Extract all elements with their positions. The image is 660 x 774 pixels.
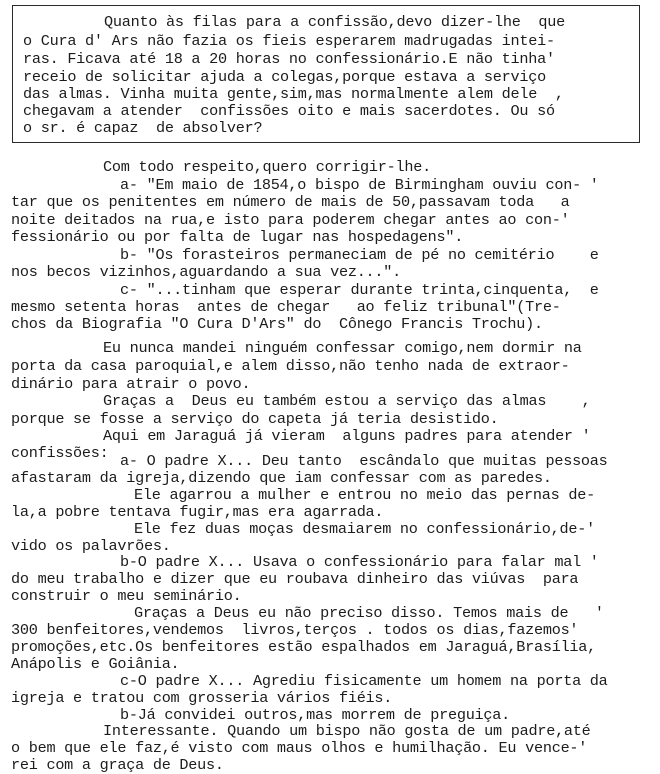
answer-line: Interessante. Quando um bispo não gosta de um padre,até	[103, 722, 591, 741]
answer-line: o bem que ele faz,é visto com maus olhos e humilhação. Eu vence-'	[11, 739, 588, 758]
answer-line: noite deitados na rua,e isto para poderem chegar antes ao con-'	[11, 211, 570, 229]
answer-line: b- "Os forasteiros permaneciam de pé no cemitério e	[120, 246, 599, 264]
answer-line: b-O padre X... Usava o confessionário para falar mal '	[120, 553, 599, 572]
question-line: ras. Ficava até 18 a 20 horas no confessionário.E não tinha'	[23, 50, 555, 68]
answer-line: igreja e tratou com grosseria vários fiéis.	[11, 688, 393, 707]
answer-line: construir o meu seminário.	[11, 587, 242, 606]
answer-line: b-Já convidei outros,mas morrem de preguiça.	[120, 705, 511, 724]
question-line: receio de solicitar ajuda a colegas,porque estava a serviço	[23, 68, 546, 86]
answer-line: Com todo respeito,quero corrigir-lhe.	[103, 158, 431, 176]
answer-line: vido os palavrões.	[11, 536, 171, 555]
answer-line: porque se fosse a serviço do capeta já teria desistido.	[11, 410, 499, 428]
answer-line: Anápolis e Goiânia.	[11, 654, 180, 673]
answer-line: Graças a Deus eu também estou a serviço das almas ,	[103, 392, 591, 410]
answer-line: a- O padre X... Deu tanto escândalo que muitas pessoas	[120, 452, 608, 470]
answer-line: confissões:	[11, 444, 109, 462]
answer-line: Eu nunca mandei ninguém confessar comigo,nem dormir na	[103, 339, 582, 357]
answer-line: c- "...tinham que esperar durante trinta,cinquenta, e	[120, 281, 599, 299]
answer-line: 300 benfeitores,vendemos livros,terços . todos os dias,fazemos'	[11, 621, 579, 639]
answer-line: tar que os penitentes em número de mais de 50,passavam toda a	[11, 193, 570, 211]
answer-line: promoções,etc.Os benfeitores estão espalhados em Jaraguá,Brasília,	[11, 637, 597, 656]
answer-line: c-O padre X... Agrediu fisicamente um homem na porta da	[120, 671, 608, 690]
answer-line: nos becos vizinhos,aguardando a sua vez...".	[11, 263, 402, 281]
question-line: o sr. é capaz de absolver?	[23, 119, 263, 137]
answer-line: Aqui em Jaraguá já vieram alguns padres para atender '	[103, 427, 591, 445]
answer-line: Graças a Deus eu não preciso disso. Temos mais de '	[134, 604, 604, 623]
answer-line: rei com a graça de Deus.	[11, 756, 224, 774]
answer-line: la,a pobre tentava fugir,mas era agarrada.	[11, 502, 384, 521]
answer-line: chos da Biografia "O Cura D'Ars" do Cônego Francis Trochu).	[11, 315, 543, 333]
answer-line: afastaram da igreja,dizendo que iam confessar com as paredes.	[11, 468, 552, 487]
question-line: das almas. Vinha muita gente,sim,mas normalmente alem dele ,	[23, 85, 564, 103]
answer-line: Ele fez duas moças desmaiarem no confessionário,de-'	[134, 519, 595, 538]
answer-line: a- "Em maio de 1854,o bispo de Birmingham ouviu con- '	[120, 176, 599, 194]
question-line: o Cura d' Ars não fazia os fieis esperarem madrugadas intei-	[23, 32, 555, 50]
answer-line: Ele agarrou a mulher e entrou no meio das pernas de-	[134, 485, 595, 504]
question-line: Quanto às filas para a confissão,devo dizer-lhe que	[104, 13, 565, 31]
answer-line: porta da casa paroquial,e alem disso,não tenho nada de extraor-	[11, 357, 570, 375]
answer-line: mesmo setenta horas antes de chegar ao feliz tribunal"(Tre-	[11, 298, 561, 316]
answer-line: do meu trabalho e dizer que eu roubava dinheiro das viúvas para	[11, 570, 579, 589]
answer-line: dinário para atrair o povo.	[11, 375, 251, 393]
answer-line: fessionário ou por falta de lugar nas hospedagens".	[11, 228, 464, 246]
question-line: chegavam a atender confissões oito e mais sacerdotes. Ou só	[23, 102, 555, 120]
